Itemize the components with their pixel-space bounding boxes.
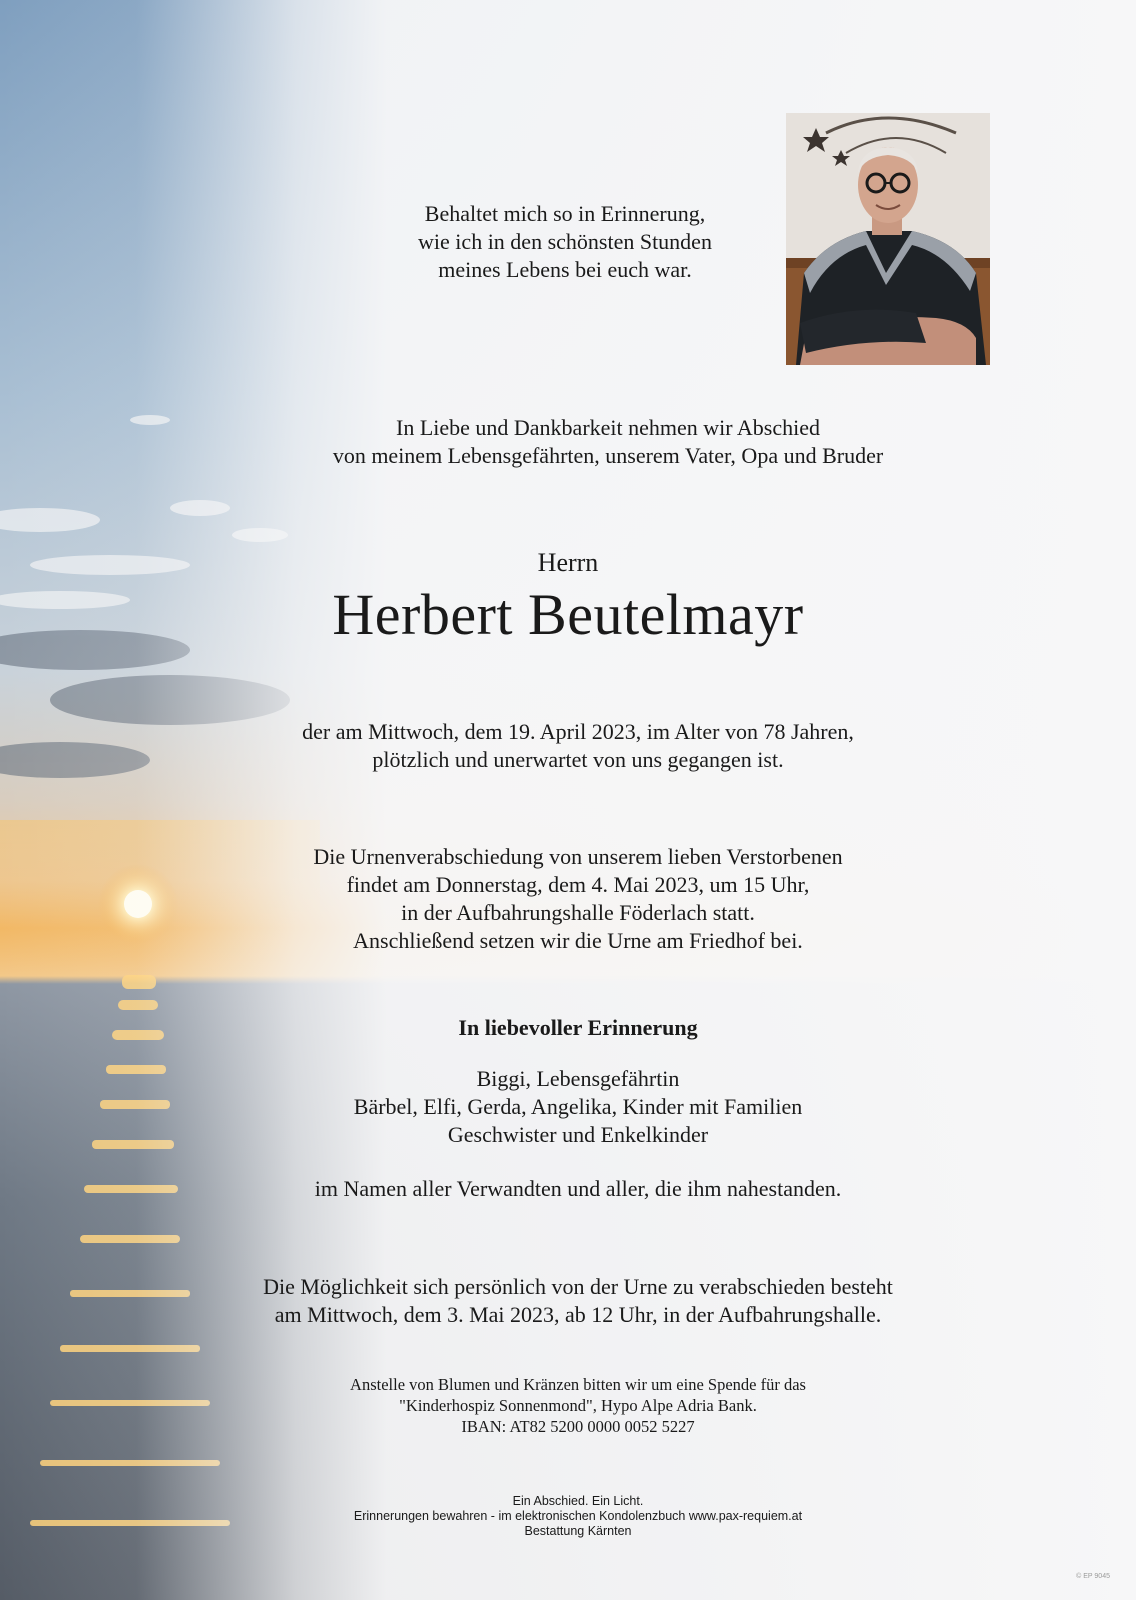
family-line: Geschwister und Enkelkinder (447, 1122, 709, 1147)
quote-line: meines Lebens bei euch war. (438, 257, 692, 282)
ceremony-line: in der Aufbahrungshalle Föderlach statt. (401, 900, 755, 925)
intro-line: von meinem Lebensgefährten, unserem Vater, Opa und Bruder (332, 443, 884, 468)
quote-verse (230, 200, 900, 284)
ceremony-line: findet am Donnerstag, dem 4. Mai 2023, um 15 Uhr, (346, 872, 810, 897)
document-code: © EP 9045 (1076, 1573, 1110, 1580)
iban-line: IBAN: AT82 5200 0000 0052 5227 (461, 1417, 695, 1436)
death-notice (10, 718, 1136, 774)
memory-heading: In liebevoller Erinnerung (458, 1015, 698, 1040)
viewing-line: am Mittwoch, dem 3. Mai 2023, ab 12 Uhr, in der Aufbahrungshalle. (274, 1302, 882, 1327)
family-line: Bärbel, Elfi, Gerda, Angelika, Kinder mit Familien (353, 1094, 803, 1119)
footer (10, 1494, 1136, 1539)
relatives-line: im Namen aller Verwandten und aller, die ihm nahestanden. (314, 1176, 842, 1201)
donation-line: Anstelle von Blumen und Kränzen bitten wir um eine Spende für das (350, 1375, 806, 1394)
family-list (10, 1065, 1136, 1149)
ceremony-line: Die Urnenverabschiedung von unserem lieben Verstorbenen (313, 844, 843, 869)
farewell-intro (40, 414, 1136, 470)
death-line: der am Mittwoch, dem 19. April 2023, im Alter von 78 Jahren, (302, 719, 854, 744)
donation-request (10, 1374, 1136, 1437)
ceremony-line: Anschließend setzen wir die Urne am Friedhof bei. (353, 928, 803, 953)
viewing-line: Die Möglichkeit sich persönlich von der Urne zu verabschieden besteht (263, 1274, 893, 1299)
viewing-info (10, 1273, 1136, 1329)
footer-line: Ein Abschied. Ein Licht. (512, 1494, 644, 1508)
footer-line: Bestattung Kärnten (524, 1524, 632, 1538)
quote-line: Behaltet mich so in Erinnerung, (424, 201, 706, 226)
footer-line: Erinnerungen bewahren - im elektronischen Kondolenzbuch www.pax-requiem.at (353, 1509, 803, 1523)
ceremony-info (10, 843, 1136, 955)
family-line: Biggi, Lebensgefährtin (476, 1066, 680, 1091)
deceased-name: Herbert Beutelmayr (332, 582, 804, 647)
intro-line: In Liebe und Dankbarkeit nehmen wir Abschied (396, 415, 820, 440)
quote-line: wie ich in den schönsten Stunden (418, 229, 712, 254)
salutation: Herrn (537, 548, 599, 577)
donation-line: "Kinderhospiz Sonnenmond", Hypo Alpe Adria Bank. (399, 1396, 757, 1415)
death-line: plötzlich und unerwartet von uns gegangen ist. (372, 747, 784, 772)
